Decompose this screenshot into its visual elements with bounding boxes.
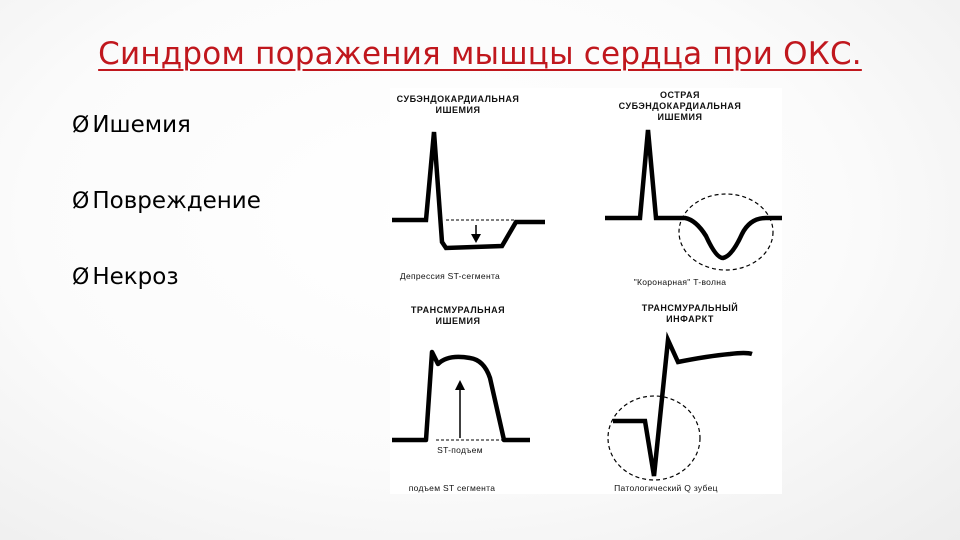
arrow-head-icon bbox=[455, 380, 465, 390]
panel-title-line: ИШЕМИЯ bbox=[657, 112, 703, 122]
bullet-item-necrosis bbox=[72, 258, 261, 296]
panel-title-line: СУБЭНДОКАРДИАЛЬНАЯ bbox=[618, 101, 742, 111]
ecg-trace-st-depression bbox=[392, 132, 545, 248]
panel-caption: Депрессия ST-сегмента bbox=[399, 271, 501, 281]
ecg-trace-pathologic-q bbox=[613, 340, 752, 476]
annotation-st-elevation: ST-подъем bbox=[437, 445, 483, 455]
bullet-label: Повреждение bbox=[92, 188, 261, 214]
panel-acute-subendocardial-ischemia bbox=[605, 90, 782, 287]
panel-transmural-infarction bbox=[608, 302, 752, 493]
arrow-bullet-icon: Ø bbox=[72, 112, 90, 138]
ecg-trace-st-elevation bbox=[392, 352, 530, 440]
panel-title-line: ИНФАРКТ bbox=[666, 314, 714, 324]
panel-caption: Патологический Q зубец bbox=[614, 483, 718, 493]
bullet-label: Ишемия bbox=[92, 112, 191, 138]
panel-caption: подъем ST сегмента bbox=[408, 483, 496, 493]
ecg-figure bbox=[390, 88, 782, 494]
bullet-item-ischemia bbox=[72, 106, 261, 144]
arrow-head-icon bbox=[471, 234, 481, 243]
bullet-label: Некроз bbox=[92, 264, 179, 290]
ecg-trace-coronary-t-wave bbox=[605, 130, 782, 258]
arrow-bullet-icon: Ø bbox=[72, 264, 90, 290]
panel-title-line: ИШЕМИЯ bbox=[435, 316, 481, 326]
panel-title-line: ОСТРАЯ bbox=[660, 90, 700, 100]
panel-subendocardial-ischemia bbox=[392, 94, 545, 281]
panel-title-line: ИШЕМИЯ bbox=[435, 105, 481, 115]
panel-title-line: ТРАНСМУРАЛЬНАЯ bbox=[410, 305, 506, 315]
panel-caption: "Коронарная" T-волна bbox=[633, 277, 727, 287]
panel-transmural-ischemia bbox=[392, 305, 530, 493]
panel-title-line: ТРАНСМУРАЛЬНЫЙ bbox=[641, 303, 739, 313]
arrow-bullet-icon: Ø bbox=[72, 188, 90, 214]
bullet-list bbox=[72, 106, 261, 334]
panel-title-line: СУБЭНДОКАРДИАЛЬНАЯ bbox=[396, 94, 520, 104]
bullet-item-injury bbox=[72, 182, 261, 220]
slide-title: Синдром поражения мышцы сердца при ОКС. bbox=[98, 36, 862, 72]
